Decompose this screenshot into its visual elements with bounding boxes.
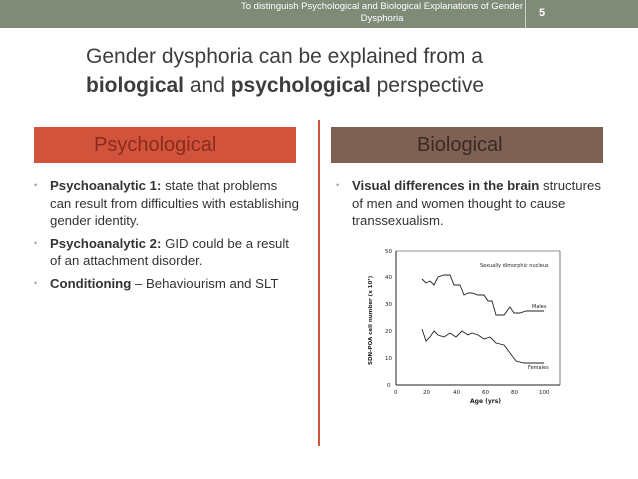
biological-heading: Biological [417, 134, 503, 156]
y-ticks [385, 249, 392, 389]
y-tick-label: 10 [385, 356, 392, 362]
list-item [34, 235, 302, 270]
y-tick-label: 30 [385, 302, 392, 308]
bullet-icon: • [34, 237, 38, 248]
x-tick-label: 100 [539, 390, 550, 396]
x-tick-label: 60 [482, 390, 489, 396]
females-line [422, 329, 544, 363]
psychological-heading: Psychological [94, 134, 217, 156]
header-subtitle: To distinguish Psychological and Biological Explanations of Gender Dysphoria [240, 1, 523, 24]
x-tick-label: 0 [394, 390, 398, 396]
item-bold: Conditioning [50, 275, 132, 291]
y-tick-label: 50 [385, 249, 392, 255]
title-bold-psychological: psychological [230, 74, 371, 97]
item-text: structures of men and women thought to cause transsexualism. [352, 178, 601, 228]
x-tick-label: 40 [453, 390, 460, 396]
title-line-1: Gender dysphoria can be explained from a [86, 45, 483, 68]
column-divider [318, 120, 320, 446]
graph-inner-title: Sexually dimorphic nucleus [480, 263, 549, 269]
item-text: GID could be a result of an attachment disorder. [50, 235, 289, 268]
slide-title [86, 42, 586, 100]
item-bold: Visual differences in the brain [352, 178, 540, 193]
header-separator [525, 0, 526, 28]
list-item [336, 177, 604, 230]
page-number: 5 [538, 7, 546, 19]
item-bold: Psychoanalytic 1: [50, 178, 162, 193]
psychological-banner [34, 127, 296, 163]
y-axis-label: SDN-POA cell number (x 10³) [368, 275, 374, 365]
biological-column [336, 177, 604, 235]
item-text: – Behaviourism and SLT [131, 275, 279, 291]
item-text: state that problems can result from difficulties with establishing gender identity. [50, 178, 299, 228]
title-bold-biological: biological [86, 74, 185, 97]
females-label: Females [528, 365, 549, 371]
psychological-list [34, 177, 302, 292]
x-tick-label: 80 [511, 390, 518, 396]
y-tick-label: 40 [385, 275, 392, 281]
biological-list [336, 177, 604, 230]
x-axis-label: Age (yrs) [470, 398, 502, 405]
header-bar [0, 0, 638, 28]
bullet-icon: • [34, 180, 38, 190]
title-tail: perspective [370, 74, 485, 97]
list-item [34, 177, 302, 230]
title-mid: and [184, 74, 231, 97]
psychological-column [34, 177, 302, 297]
bullet-icon: • [336, 180, 340, 190]
bullet-icon: • [34, 277, 38, 288]
males-line [422, 275, 544, 315]
biological-banner [331, 127, 603, 163]
sdn-graph [360, 245, 570, 405]
list-item [34, 275, 302, 293]
x-ticks [394, 390, 550, 396]
y-tick-label: 20 [385, 329, 392, 335]
item-bold: Psychoanalytic 2: [50, 235, 162, 251]
x-tick-label: 20 [423, 390, 430, 396]
y-tick-label: 0 [387, 383, 391, 389]
males-label: Males [532, 304, 547, 310]
